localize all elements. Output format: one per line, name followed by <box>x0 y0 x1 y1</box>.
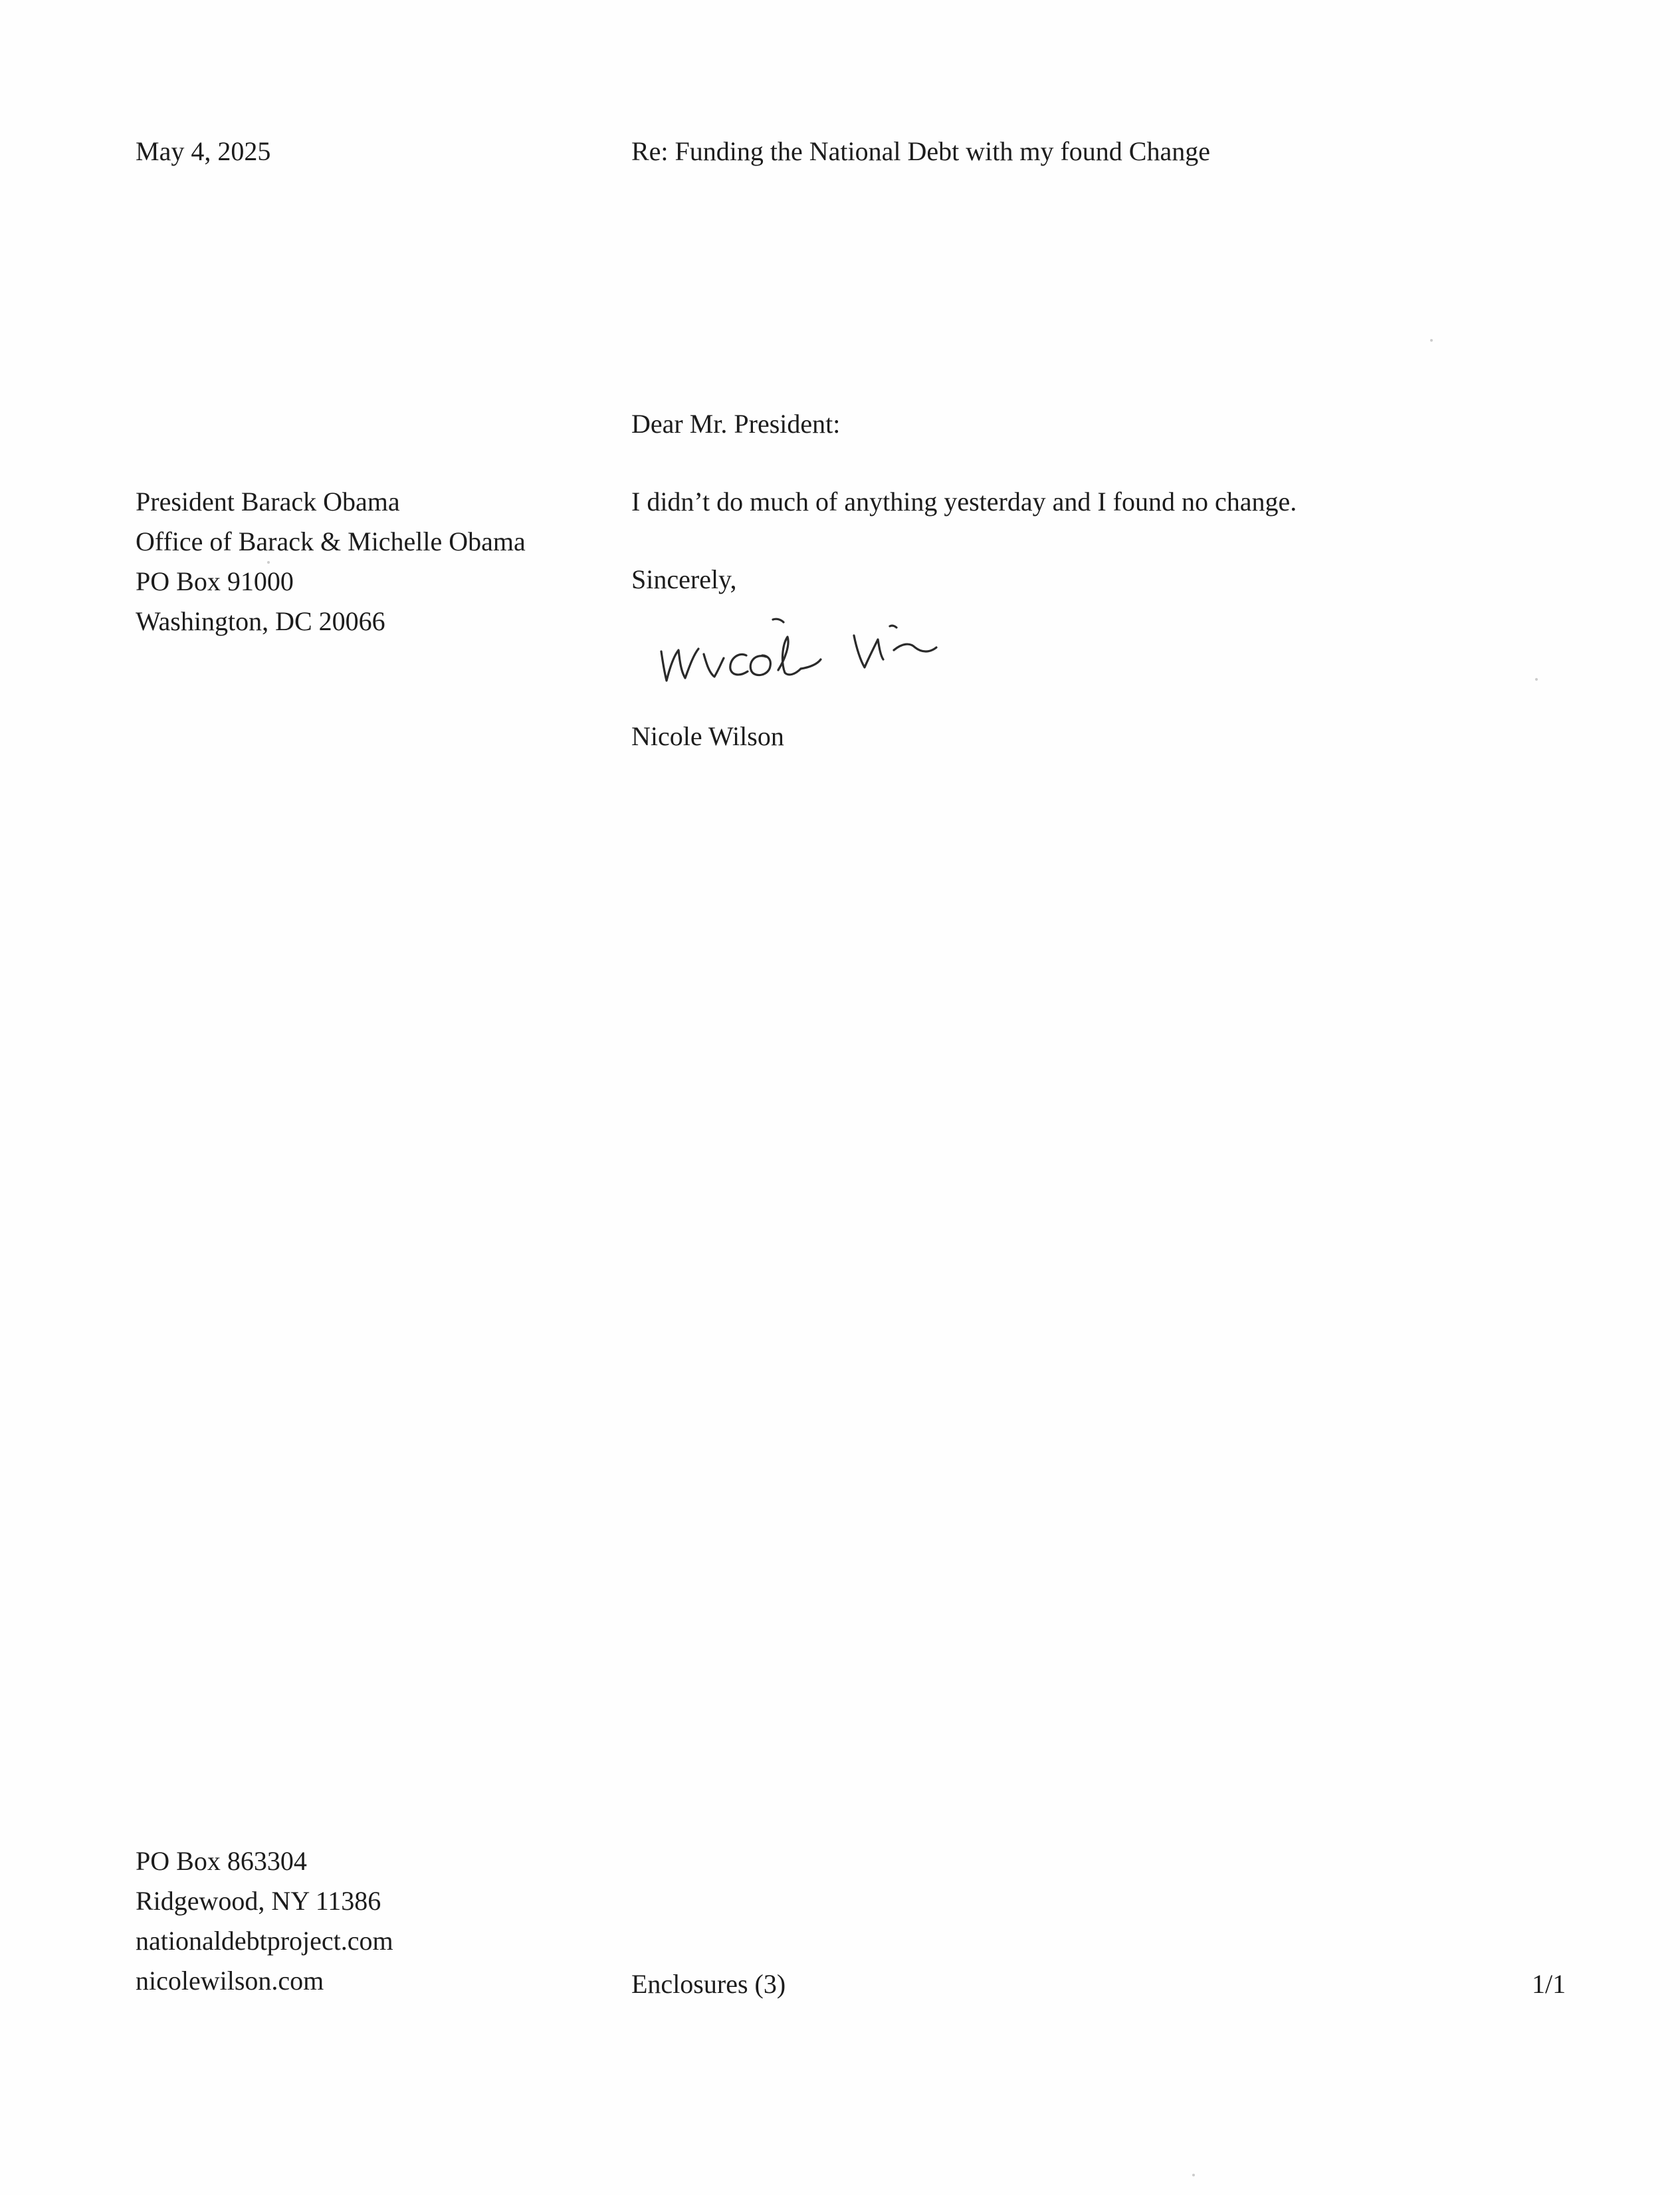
page-number: 1/1 <box>1532 1969 1566 1999</box>
letter-subject: Re: Funding the National Debt with my found Change <box>631 136 1210 166</box>
scan-speck <box>267 561 270 564</box>
recipient-po-box: PO Box 91000 <box>136 566 294 596</box>
scan-speck <box>1535 678 1538 681</box>
signer-name: Nicole Wilson <box>631 721 784 751</box>
recipient-city-state-zip: Washington, DC 20066 <box>136 606 385 636</box>
recipient-office: Office of Barack & Michelle Obama <box>136 526 526 556</box>
sender-po-box: PO Box 863304 <box>136 1846 307 1876</box>
sender-website-1: nationaldebtproject.com <box>136 1926 393 1956</box>
sender-city-state-zip: Ridgewood, NY 11386 <box>136 1886 381 1916</box>
letter-date: May 4, 2025 <box>136 136 271 166</box>
enclosures-note: Enclosures (3) <box>631 1969 786 1999</box>
sender-address <box>136 1841 393 2001</box>
sender-website-2: nicolewilson.com <box>136 1966 324 1996</box>
scan-speck <box>1192 2174 1195 2176</box>
recipient-name: President Barack Obama <box>136 487 400 517</box>
scan-speck <box>1430 339 1433 342</box>
closing: Sincerely, <box>631 564 737 594</box>
letter-body: I didn’t do much of anything yesterday and I found no change. <box>631 487 1297 517</box>
recipient-address <box>136 482 526 641</box>
salutation: Dear Mr. President: <box>631 409 841 439</box>
handwritten-signature-icon <box>655 606 954 693</box>
